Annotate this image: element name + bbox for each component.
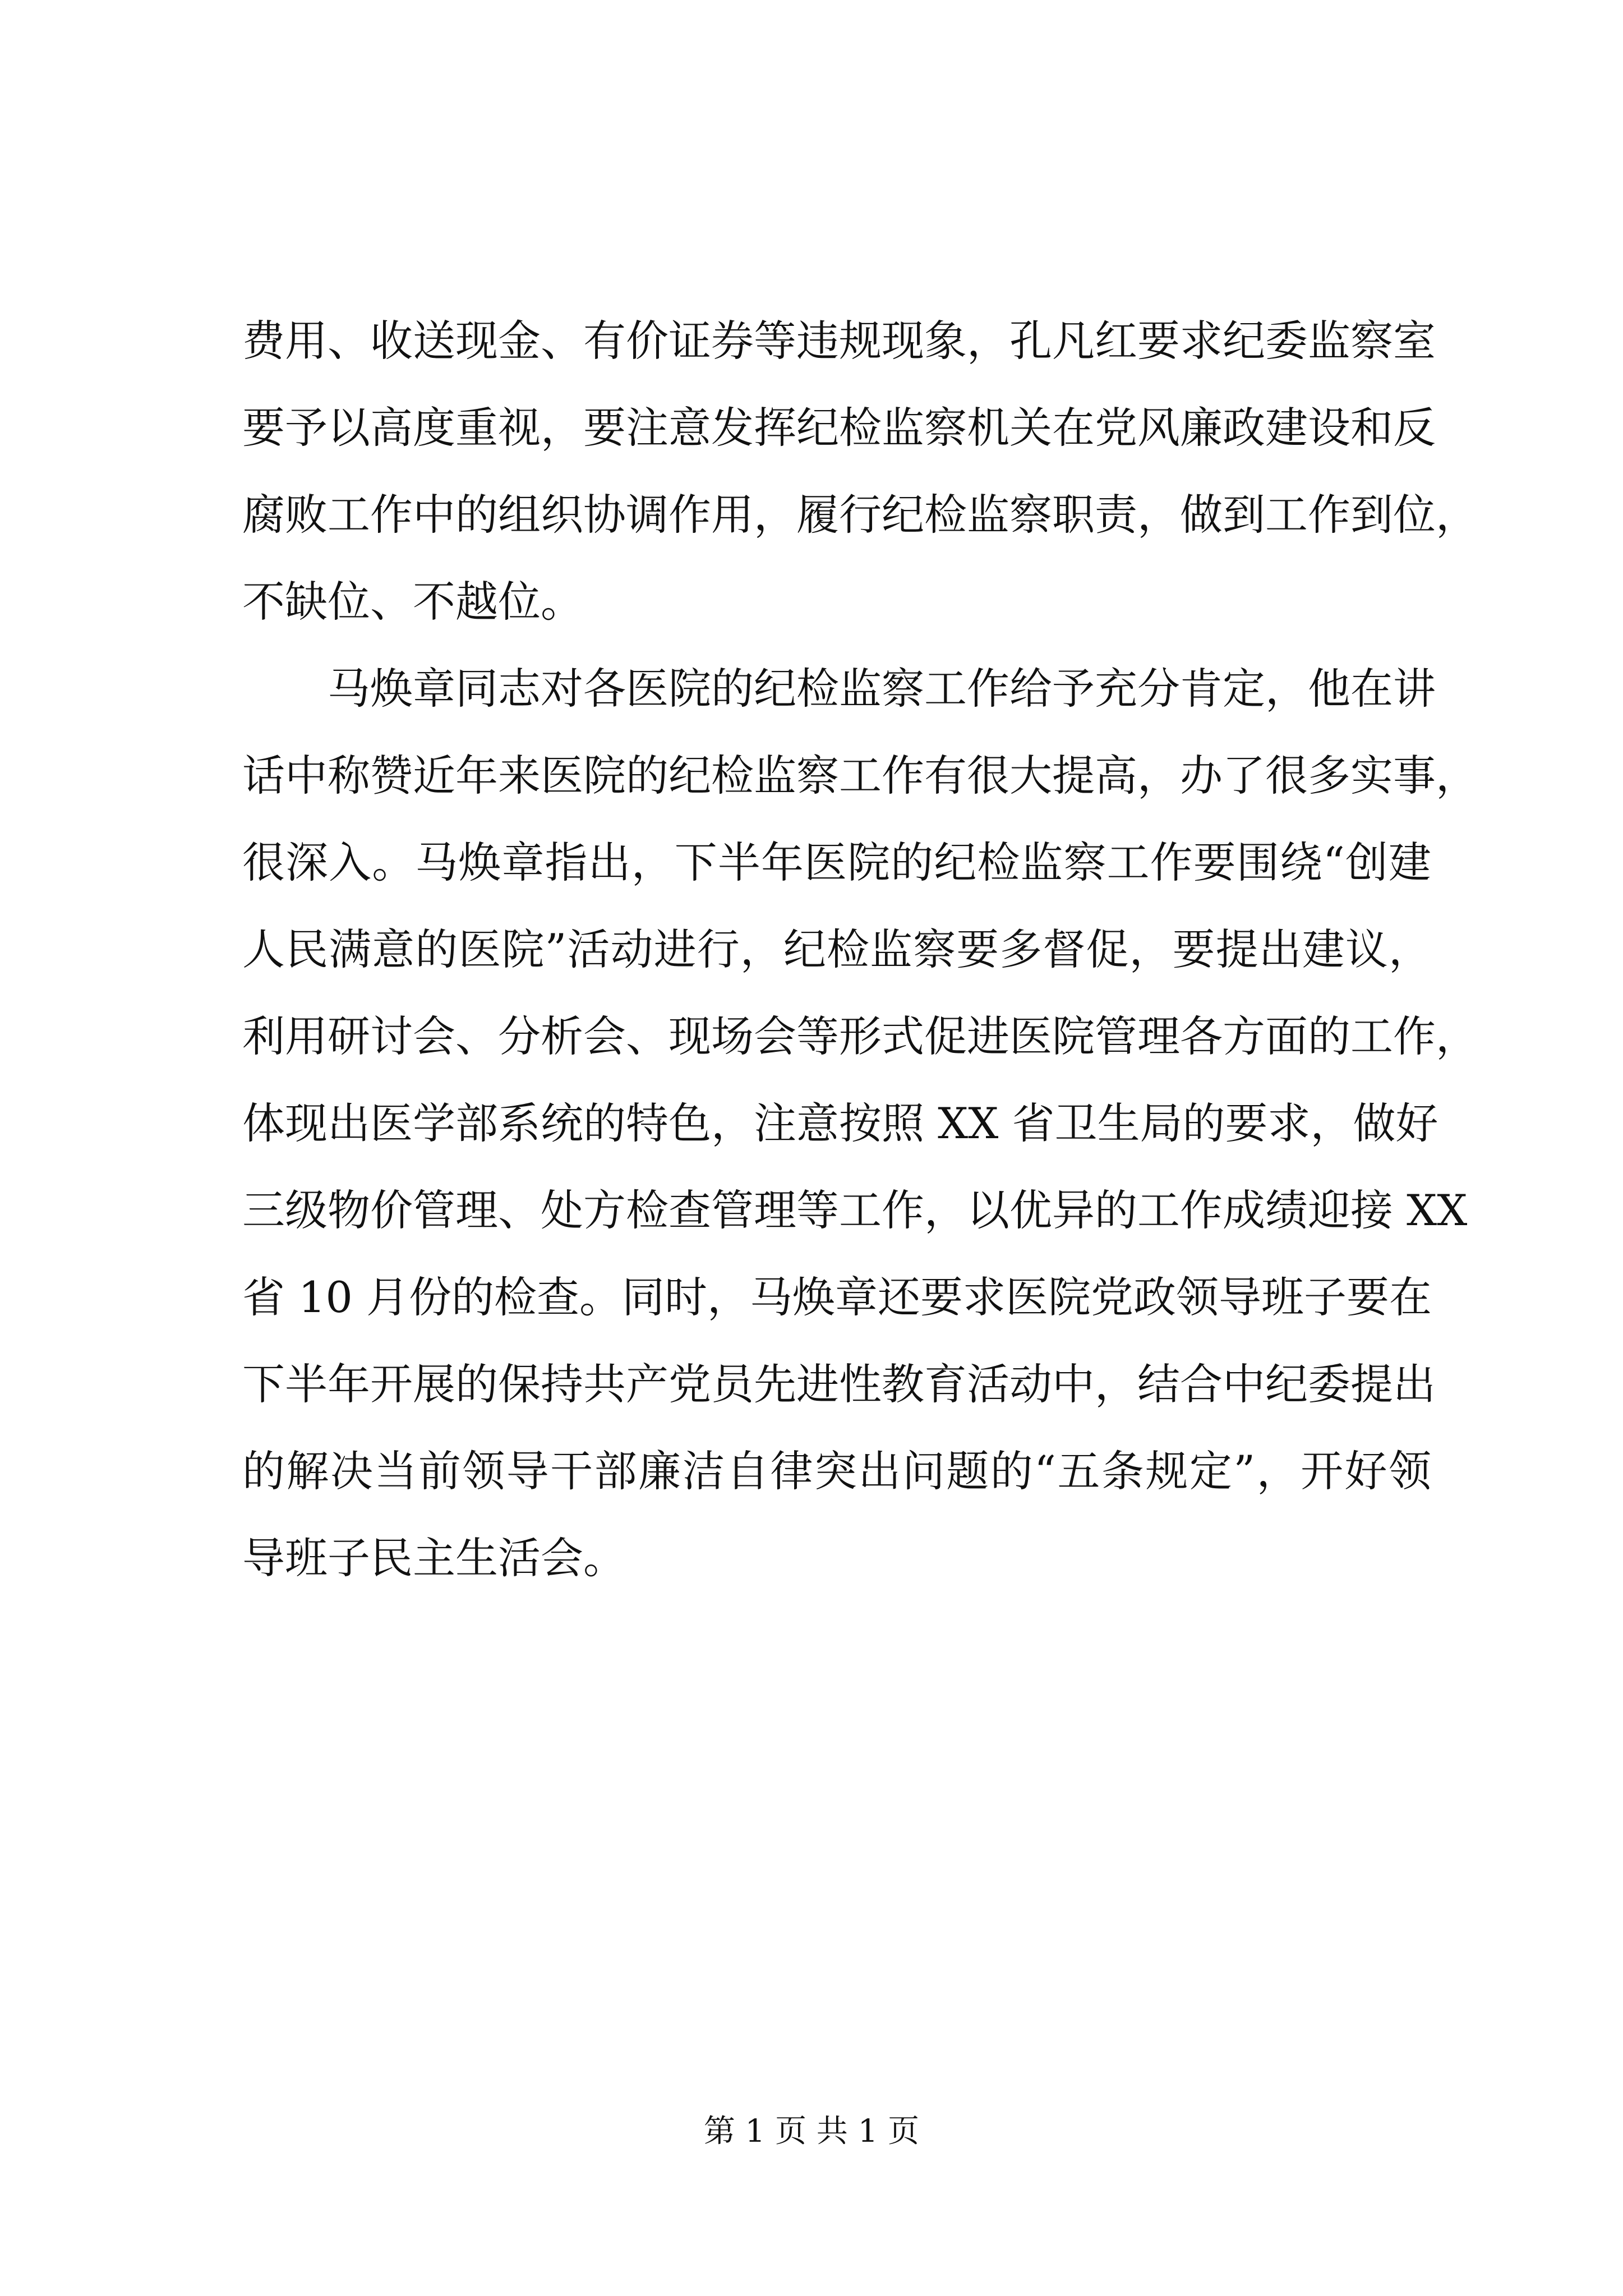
page-footer: 第 1 页 共 1 页: [703, 2113, 920, 2150]
text-line: 费用、收送现金、有价证券等违规现象，孔凡红要求纪委监察室: [242, 316, 1436, 366]
text-line: 省 10 月份的检查。同时，马焕章还要求医院党政领导班子要在: [242, 1272, 1432, 1322]
text-line: 要予以高度重视，要注意发挥纪检监察机关在党风廉政建设和反: [242, 403, 1436, 453]
text-line: 导班子民主生活会。: [242, 1533, 626, 1583]
body-text: [242, 297, 1478, 1602]
text-line: 很深入。马焕章指出，下半年医院的纪检监察工作要围绕“创建: [242, 838, 1431, 887]
text-line: 腐败工作中的组织协调作用，履行纪检监察职责，做到工作到位，: [242, 490, 1478, 540]
text-line: 下半年开展的保持共产党员先进性教育活动中，结合中纪委提出: [242, 1359, 1436, 1409]
text-line: 的解决当前领导干部廉洁自律突出问题的“五条规定”，开好领: [242, 1446, 1431, 1496]
text-line: 马焕章同志对各医院的纪检监察工作给予充分肯定，他在讲: [242, 664, 1436, 714]
text-line: 利用研讨会、分析会、现场会等形式促进医院管理各方面的工作，: [242, 1011, 1478, 1061]
text-line: 三级物价管理、处方检查管理等工作，以优异的工作成绩迎接 XX: [242, 1185, 1468, 1235]
text-line: 话中称赞近年来医院的纪检监察工作有很大提高，办了很多实事，: [242, 751, 1478, 800]
text-line: 体现出医学部系统的特色，注意按照 XX 省卫生局的要求，做好: [242, 1098, 1438, 1148]
text-line: 人民满意的医院”活动进行，纪检监察要多督促，要提出建议，: [242, 924, 1431, 974]
text-line: 不缺位、不越位。: [242, 577, 583, 627]
